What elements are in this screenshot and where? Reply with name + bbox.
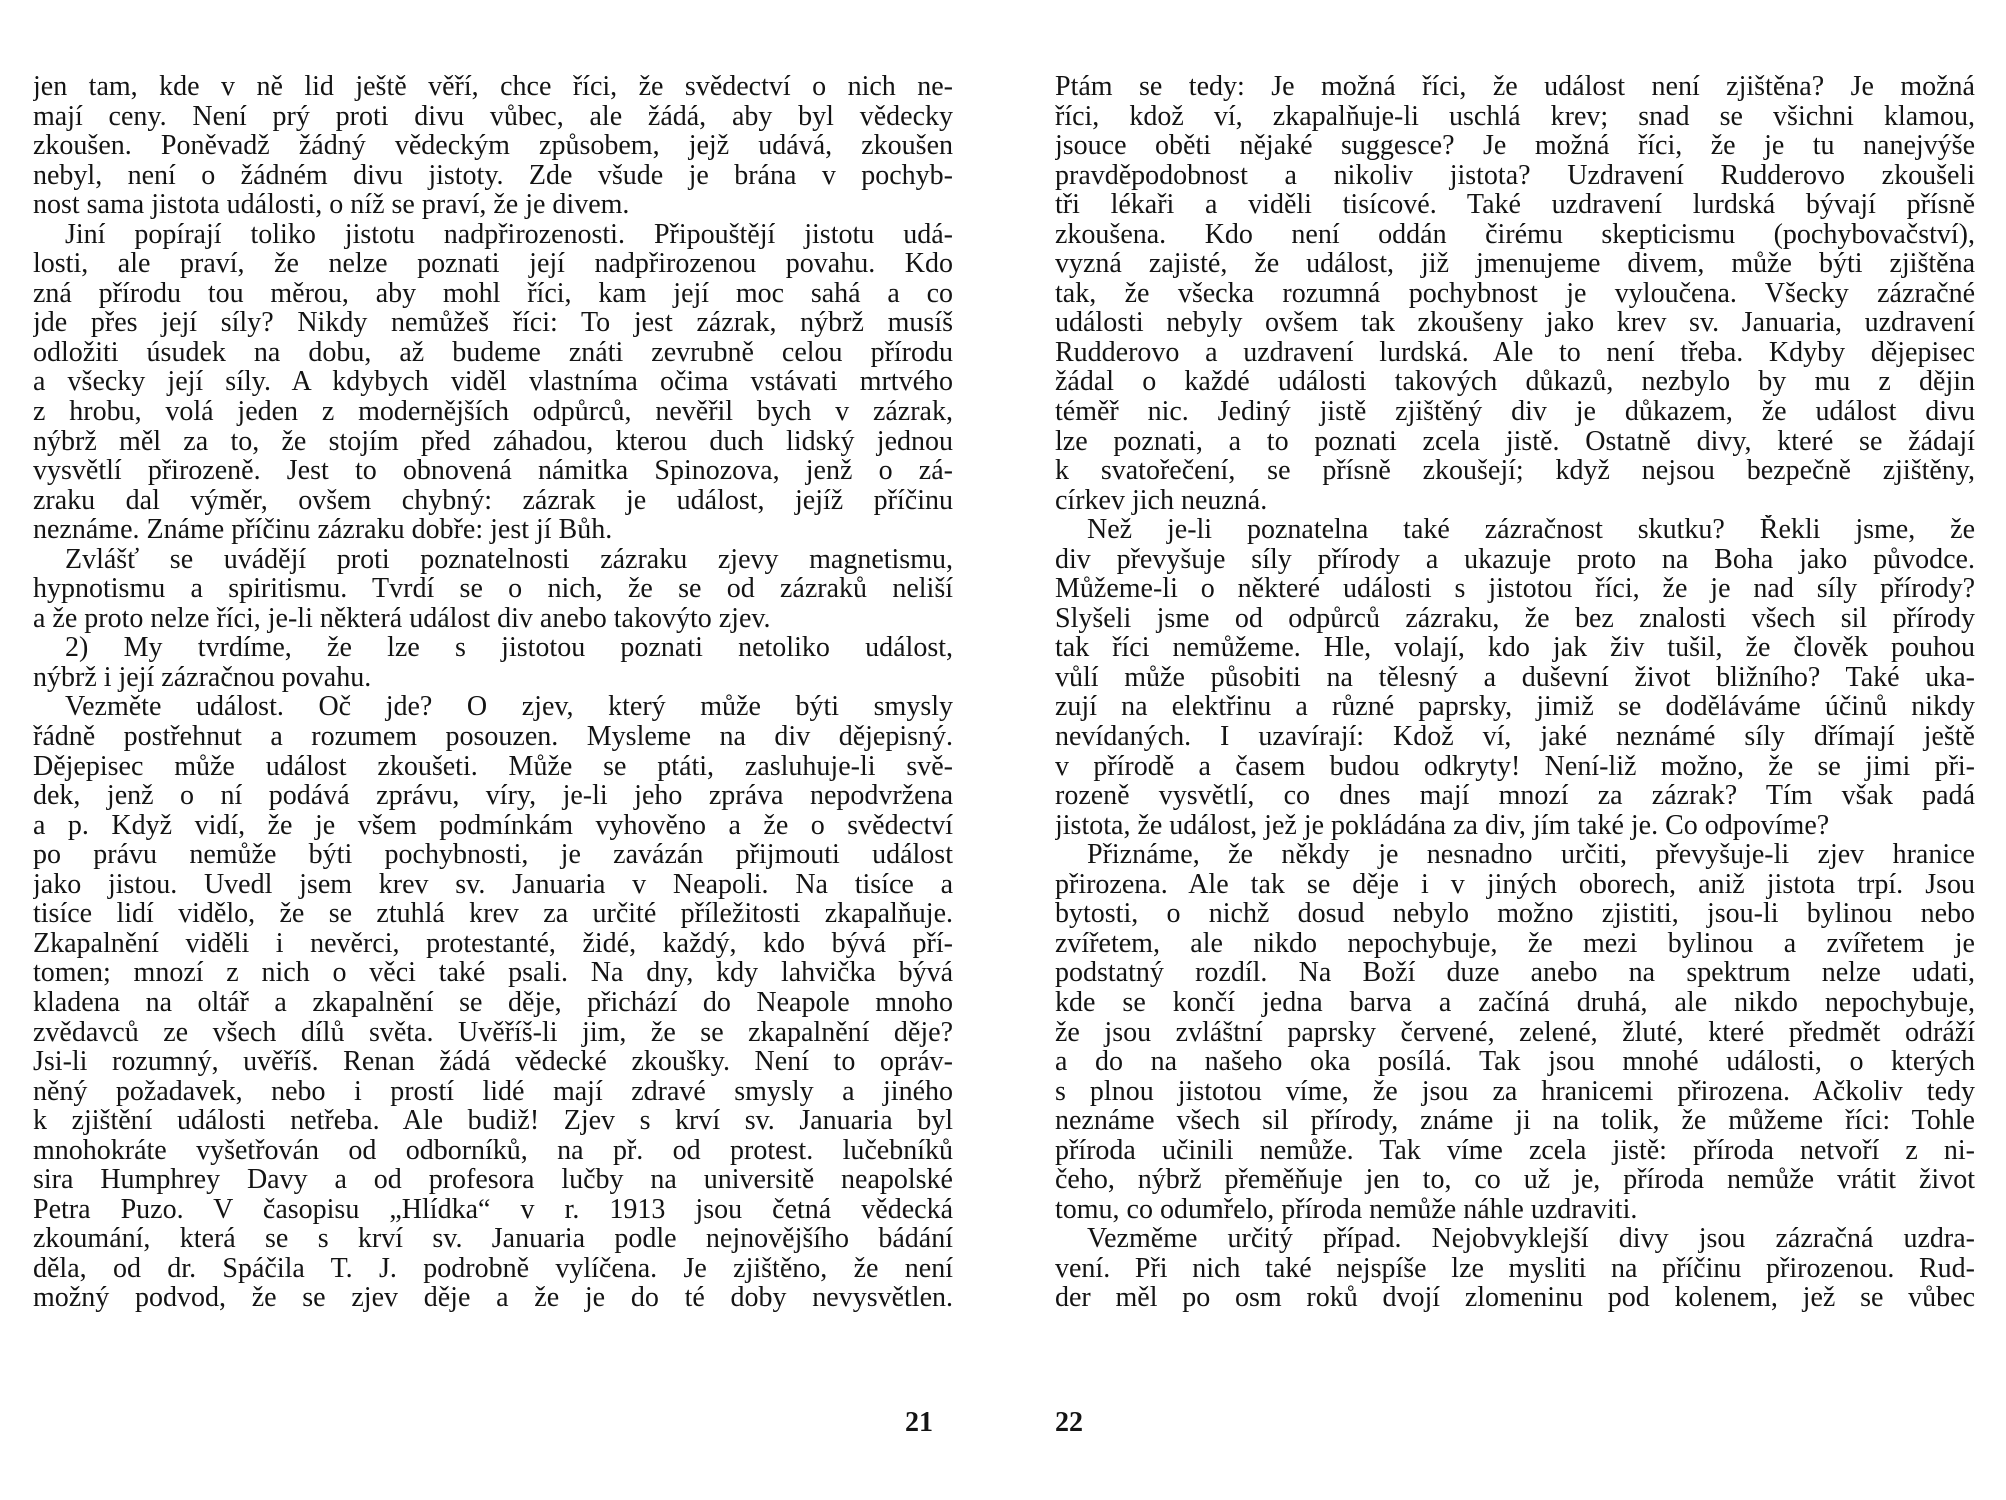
text-line: tomen; mnozí z nich o věci také psali. Na dny, kdy lahvička bývá <box>33 958 953 988</box>
text-line: jde přes její síly? Nikdy nemůžeš říci: To jest zázrak, nýbrž musíš <box>33 308 953 338</box>
text-line: Vezměte událost. Oč jde? O zjev, který může býti smysly <box>65 692 953 723</box>
text-line: vysvětlí přirozeně. Jest to obnovená námitka Spinozova, jenž o zá- <box>33 456 953 486</box>
left-page-text <box>33 72 953 1313</box>
text-line: jsouce oběti nějaké suggesce? Je možná říci, že je tu nanejvýše <box>1055 131 1975 161</box>
text-line: tři lékaři a viděli tisícové. Také uzdravení lurdská bývají přísně <box>1055 190 1975 220</box>
text-line: po právu nemůže býti pochybnosti, je zavázán přijmouti událost <box>33 840 953 870</box>
text-line: nevídaných. I uzavírají: Kdož ví, jaké neznámé síly dřímají ještě <box>1055 722 1975 752</box>
text-line: vůlí může působiti na tělesný a duševní život bližního? Také uka- <box>1055 662 1975 693</box>
text-line: div převyšuje síly přírody a ukazuje proto na Boha jako původce. <box>1055 544 1975 575</box>
right-page-number: 22 <box>1055 1407 1083 1438</box>
right-page-text <box>1055 72 1975 1313</box>
text-line: přirozena. Ale tak se děje i v jiných oborech, aniž jistota trpí. Jsou <box>1055 869 1975 900</box>
text-line: Jiní popírají toliko jistotu nadpřirozenosti. Připouštějí jistotu udá- <box>65 219 953 250</box>
text-line: podstatný rozdíl. Na Boží duze anebo na spektrum nelze udati, <box>1055 958 1975 988</box>
text-line: k svatořečení, se přísně zkoušejí; když nejsou bezpečně zjištěny, <box>1055 456 1975 486</box>
text-line: řádně postřehnut a rozumem posouzen. Mysleme na div dějepisný. <box>33 722 953 752</box>
text-line: kladena na oltář a zkapalnění se děje, přichází do Neapole mnoho <box>33 987 953 1018</box>
text-line: že jsou zvláštní paprsky červené, zelené, žluté, které předmět odráží <box>1055 1017 1975 1048</box>
text-line: der měl po osm roků dvojí zlomeninu pod kolenem, jež se vůbec <box>1055 1283 1975 1313</box>
text-line: v přírodě a časem budou odkryty! Není-liž možno, že se jimi při- <box>1055 751 1975 782</box>
text-line: říci, kdož ví, zkapalňuje-li uschlá krev; snad se všichni klamou, <box>1055 101 1975 132</box>
text-line: zvědavců ze všech dílů světa. Uvěříš-li jim, že se zkapalnění děje? <box>33 1017 953 1048</box>
text-line: a že proto nelze říci, je-li některá událost div anebo takovýto zjev. <box>33 603 771 634</box>
text-line: Dějepisec může událost zkoušeti. Může se ptáti, zasluhuje-li svě- <box>33 751 953 782</box>
text-line: něný požadavek, nebo i prostí lidé mají zdravé smysly a jiného <box>33 1076 953 1107</box>
text-line: zraku dal výměr, ovšem chybný: zázrak je událost, jejíž příčinu <box>33 485 953 516</box>
text-line: lze poznati, a to poznati zcela jistě. Ostatně divy, které se žádají <box>1055 426 1975 457</box>
text-line: zvířetem, ale nikdo nepochybuje, že mezi bylinou a zvířetem je <box>1055 928 1975 959</box>
text-line: 2) My tvrdíme, že lze s jistotou poznati netoliko událost, <box>65 633 953 663</box>
text-line: Zvlášť se uvádějí proti poznatelnosti zázraku zjevy magnetismu, <box>65 544 953 575</box>
text-line: události nebyly ovšem tak zkoušeny jako krev sv. Januaria, uzdravení <box>1055 308 1975 338</box>
text-line: jako jistou. Uvedl jsem krev sv. Januaria v Neapoli. Na tisíce a <box>33 869 953 900</box>
text-line: a všecky její síly. A kdybych viděl vlastníma očima vstávati mrtvého <box>33 367 953 398</box>
text-line: Zkapalnění viděli i nevěrci, protestanté, židé, každý, kdo bývá pří- <box>33 928 953 959</box>
text-line: nost sama jistota události, o níž se praví, že je divem. <box>33 190 630 220</box>
text-line: téměř nic. Jediný jistě zjištěný div je důkazem, že událost divu <box>1055 397 1975 427</box>
text-line: s plnou jistotou víme, že jsou za hranicemi přirozena. Ačkoliv tedy <box>1055 1076 1975 1107</box>
text-line: k zjištění události netřeba. Ale budiž! Zjev s krví sv. Januaria byl <box>33 1106 953 1136</box>
text-line: kde se končí jedna barva a začíná druhá, ale nikdo nepochybuje, <box>1055 987 1975 1018</box>
text-line: tak říci nemůžeme. Hle, volají, kdo jak živ tušil, že člověk pouhou <box>1055 633 1975 663</box>
text-line: Petra Puzo. V časopisu „Hlídka“ v r. 1913 jsou četná vědecká <box>33 1194 953 1225</box>
text-line: Přiznáme, že někdy je nesnadno určiti, převyšuje-li zjev hranice <box>1087 840 1975 870</box>
left-page <box>33 72 953 1452</box>
text-line: neznáme. Známe příčinu zázraku dobře: jest jí Bůh. <box>33 515 613 545</box>
text-line: děla, od dr. Spáčila T. J. podrobně vylíčena. Je zjištěno, že není <box>33 1253 953 1284</box>
text-line: Jsi-li rozumný, uvěříš. Renan žádá vědecké zkoušky. Není to opráv- <box>33 1047 953 1077</box>
text-line: losti, ale praví, že nelze poznati její nadpřirozenou povahu. Kdo <box>33 249 953 279</box>
text-line: nýbrž měl za to, že stojím před záhadou, kterou duch lidský jednou <box>33 426 953 457</box>
text-line: hypnotismu a spiritismu. Tvrdí se o nich, že se od zázraků neliší <box>33 574 953 604</box>
text-line: vení. Při nich také nejspíše lze mysliti na příčinu přirozenou. Rud- <box>1055 1253 1975 1284</box>
text-line: zkoumání, která se s krví sv. Januaria podle nejnovějšího bádání <box>33 1224 953 1254</box>
text-line: a p. Když vidí, že je všem podmínkám vyhověno a že o svědectví <box>33 810 953 841</box>
text-line: neznáme všech sil přírody, známe ji na tolik, že můžeme říci: Tohle <box>1055 1106 1975 1136</box>
text-line: Než je-li poznatelna také zázračnost skutku? Řekli jsme, že <box>1087 515 1975 545</box>
right-page <box>1055 72 1975 1452</box>
text-line: tak, že všecka rozumná pochybnost je vyloučena. Všecky zázračné <box>1055 278 1975 309</box>
text-line: sira Humphrey Davy a od profesora lučby na universitě neapolské <box>33 1165 953 1195</box>
text-line: Ptám se tedy: Je možná říci, že událost není zjištěna? Je možná <box>1055 72 1975 102</box>
text-line: nýbrž i její zázračnou povahu. <box>33 662 372 693</box>
text-line: rozeně vysvětlí, co dnes mají mnozí za zázrak? Tím však padá <box>1055 781 1975 811</box>
text-line: pravděpodobnost a nikoliv jistota? Uzdravení Rudderovo zkoušeli <box>1055 160 1975 191</box>
text-line: žádal o každé události takových důkazů, nezbylo by mu z dějin <box>1055 367 1975 398</box>
text-line: tisíce lidí vidělo, že se ztuhlá krev za určité příležitosti zkapalňuje. <box>33 899 953 929</box>
text-line: Rudderovo a uzdravení lurdská. Ale to není třeba. Kdyby dějepisec <box>1055 337 1975 368</box>
text-line: čeho, nýbrž přeměňuje jen to, co už je, příroda nemůže vrátit život <box>1055 1165 1975 1195</box>
text-line: mají ceny. Není prý proti divu vůbec, ale žádá, aby byl vědecky <box>33 101 953 132</box>
text-line: bytosti, o nichž dosud nebylo možno zjistiti, jsou-li bylinou nebo <box>1055 899 1975 929</box>
text-line: jistota, že událost, jež je pokládána za div, jím také je. Co odpovíme? <box>1055 810 1830 841</box>
text-line: možný podvod, že se zjev děje a že je do té doby nevysvětlen. <box>33 1283 953 1313</box>
text-line: církev jich neuzná. <box>1055 485 1268 516</box>
text-line: jen tam, kde v ně lid ještě věří, chce říci, že svědectví o nich ne- <box>33 72 953 102</box>
text-line: Slyšeli jsme od odpůrců zázraku, že bez znalosti všech sil přírody <box>1055 603 1975 634</box>
text-line: a do na našeho oka posílá. Tak jsou mnohé události, o kterých <box>1055 1047 1975 1077</box>
text-line: zkoušena. Kdo není oddán čirému skepticismu (pochybovačství), <box>1055 219 1975 250</box>
text-line: zná přírodu tou měrou, aby mohl říci, kam její moc sahá a co <box>33 278 953 309</box>
text-line: zují na elektřinu a různé paprsky, jimiž se doděláváme účinů nikdy <box>1055 692 1975 723</box>
text-line: Vezměme určitý případ. Nejobvyklejší divy jsou zázračná uzdra- <box>1087 1224 1975 1254</box>
text-line: příroda učinili nemůže. Tak víme zcela jistě: příroda netvoří z ni- <box>1055 1135 1975 1166</box>
text-line: tomu, co odumřelo, příroda nemůže náhle uzdraviti. <box>1055 1194 1638 1225</box>
left-page-number: 21 <box>905 1407 933 1438</box>
text-line: zkoušen. Poněvadž žádný vědeckým způsobem, jejž udává, zkoušen <box>33 131 953 161</box>
text-line: vyzná zajisté, že událost, již jmenujeme divem, může býti zjištěna <box>1055 249 1975 279</box>
text-line: nebyl, není o žádném divu jistoty. Zde všude je brána v pochyb- <box>33 160 953 191</box>
text-line: mnohokráte vyšetřován od odborníků, na př. od protest. lučebníků <box>33 1135 953 1166</box>
text-line: Můžeme-li o některé události s jistotou říci, že je nad síly přírody? <box>1055 574 1975 604</box>
text-line: dek, jenž o ní podává zprávu, víry, je-li jeho zpráva nepodvržena <box>33 781 953 811</box>
text-line: z hrobu, volá jeden z modernějších odpůrců, nevěřil bych v zázrak, <box>33 397 953 427</box>
text-line: odložiti úsudek na dobu, až budeme znáti zevrubně celou přírodu <box>33 337 953 368</box>
